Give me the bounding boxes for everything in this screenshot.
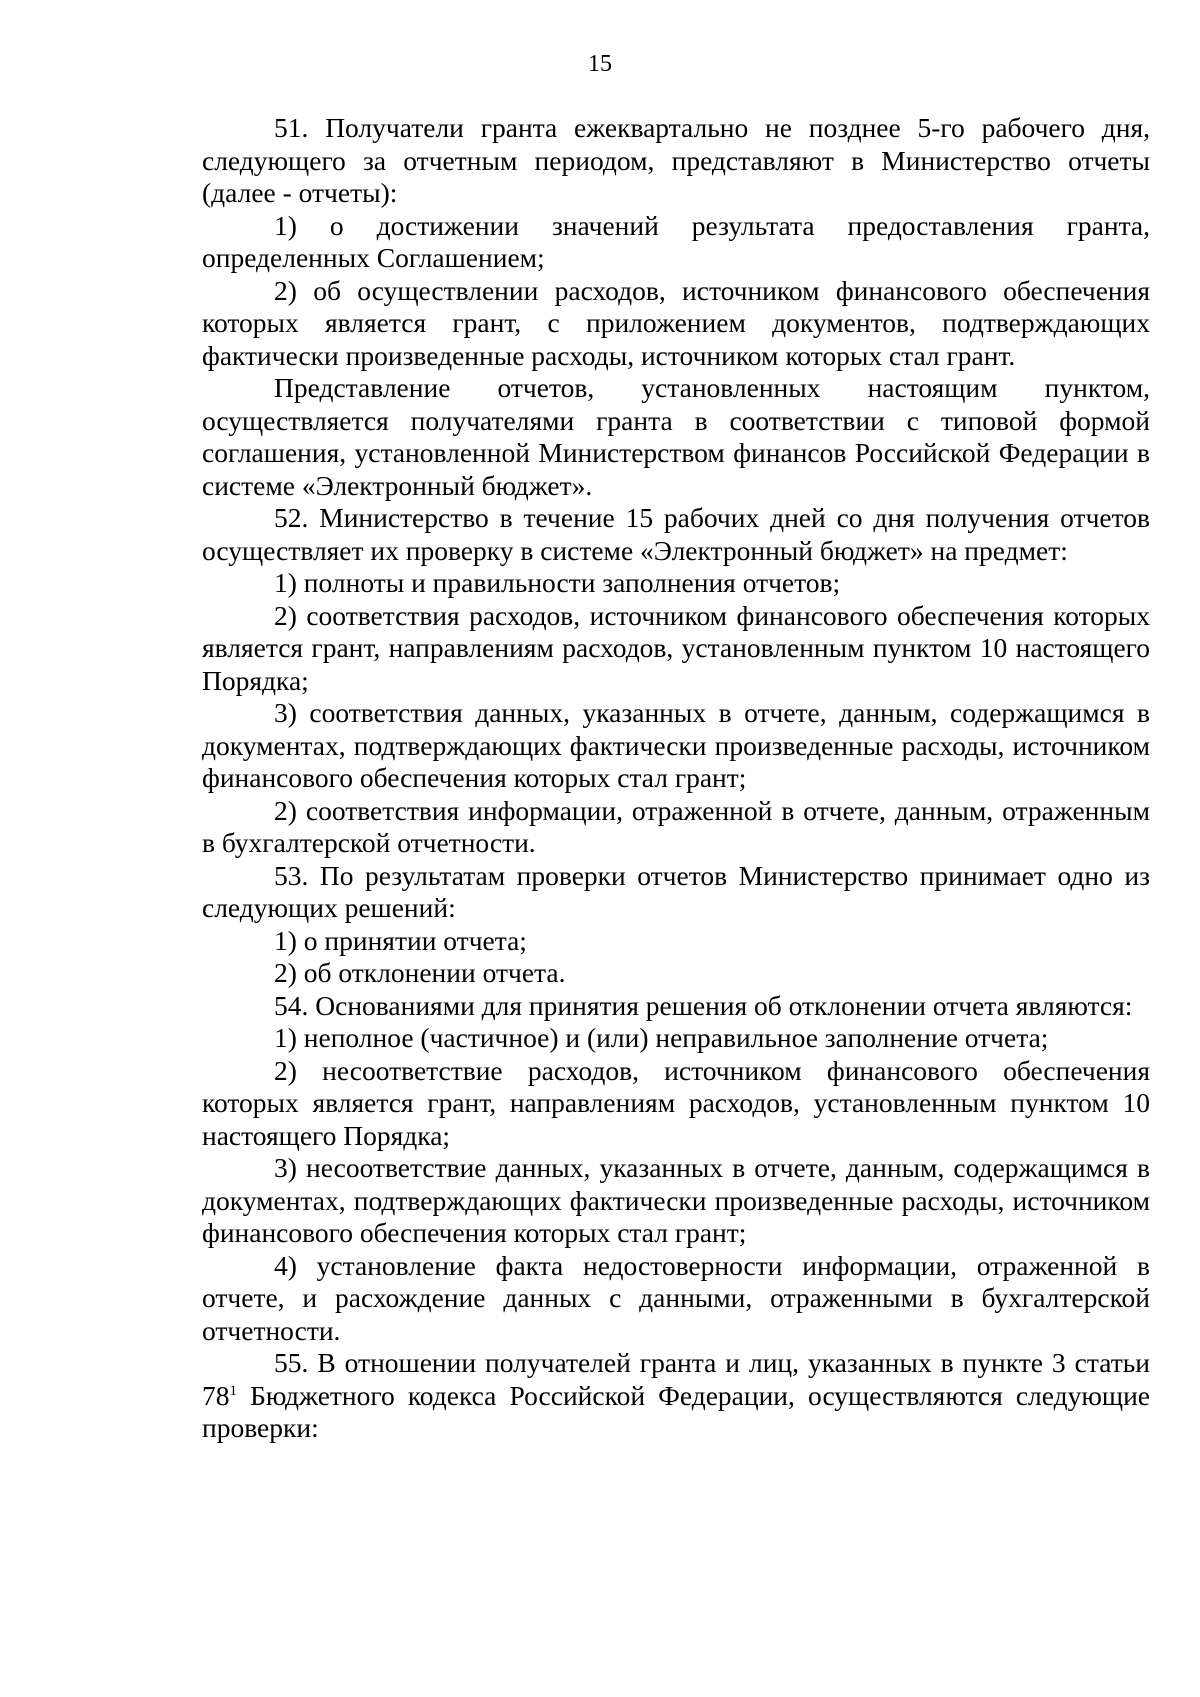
paragraph-55-end: Бюджетного кодекса Российской Федерации, осуществляются следующие проверки:: [202, 1379, 1150, 1443]
list-item-54-3: 3) несоответствие данных, указанных в отчете, данным, содержащимся в документах, подтверждающих фактически произведенные расходы, источником финансового обеспечения которых стал грант;: [202, 1152, 1150, 1248]
paragraph-51: 51. Получатели гранта ежеквартально не позднее 5-го рабочего дня, следующего за отчетным периодом, представляют в Министерство отчеты (далее - отчеты):: [202, 112, 1150, 208]
list-item-54-2: 2) несоответствие расходов, источником финансового обеспечения которых является грант, направлениям расходов, установленным пунктом 10 настоящего Порядка;: [202, 1054, 1150, 1151]
list-item-54-4: 4) установление факта недостоверности информации, отраженной в отчете, и расхождение данных с данными, отраженными в бухгалтерской отчетности.: [202, 1249, 1150, 1346]
paragraph-55-start: 55. В отношении получателей гранта и лиц, указанных в пункте 3 статьи 78: [202, 1347, 1150, 1411]
list-item-53-1: 1) о принятии отчета;: [274, 924, 527, 956]
list-item-53-2: 2) об отклонении отчета.: [274, 957, 566, 988]
paragraph-53: 53. По результатам проверки отчетов Министерство принимает одно из следующих решений:: [202, 859, 1150, 923]
page-number: 15: [588, 51, 612, 77]
paragraph-54: 54. Основаниями для принятия решения об отклонении отчета являются:: [274, 989, 1133, 1021]
list-item-54-1: 1) неполное (частичное) и (или) неправильное заполнение отчета;: [274, 1022, 1049, 1053]
list-item-52-3: 3) соответствия данных, указанных в отчете, данным, содержащимся в документах, подтверждающих фактически произведенные расходы, источником финансового обеспечения которых стал грант;: [202, 697, 1150, 793]
list-item-52-2: 2) соответствия расходов, источником финансового обеспечения которых является грант, направлениям расходов, установленным пунктом 10 настоящего Порядка;: [202, 599, 1150, 696]
list-item-51-2: 2) об осуществлении расходов, источником финансового обеспечения которых является грант, с приложением документов, подтверждающих фактически произведенные расходы, источником которых стал грант.: [202, 274, 1150, 371]
list-item-51-1: 1) о достижении значений результата предоставления гранта, определенных Соглашением;: [202, 209, 1150, 273]
document-body: [202, 112, 1150, 1445]
paragraph-55: [202, 1347, 1150, 1445]
paragraph-52: 52. Министерство в течение 15 рабочих дней со дня получения отчетов осуществляет их проверку в системе «Электронный бюджет» на предмет:: [202, 502, 1150, 566]
list-item-52-4: 2) соответствия информации, отраженной в отчете, данным, отраженным в бухгалтерской отчетности.: [202, 794, 1150, 858]
list-item-52-1: 1) полноты и правильности заполнения отчетов;: [274, 567, 841, 598]
paragraph-51-reports-note: Представление отчетов, установленных настоящим пунктом, осуществляется получателями гранта в соответствии с типовой формой соглашения, установленной Министерством финансов Российской Федерации в системе «Электронный бюджет».: [202, 372, 1150, 501]
article-superscript: 1: [229, 1382, 237, 1399]
